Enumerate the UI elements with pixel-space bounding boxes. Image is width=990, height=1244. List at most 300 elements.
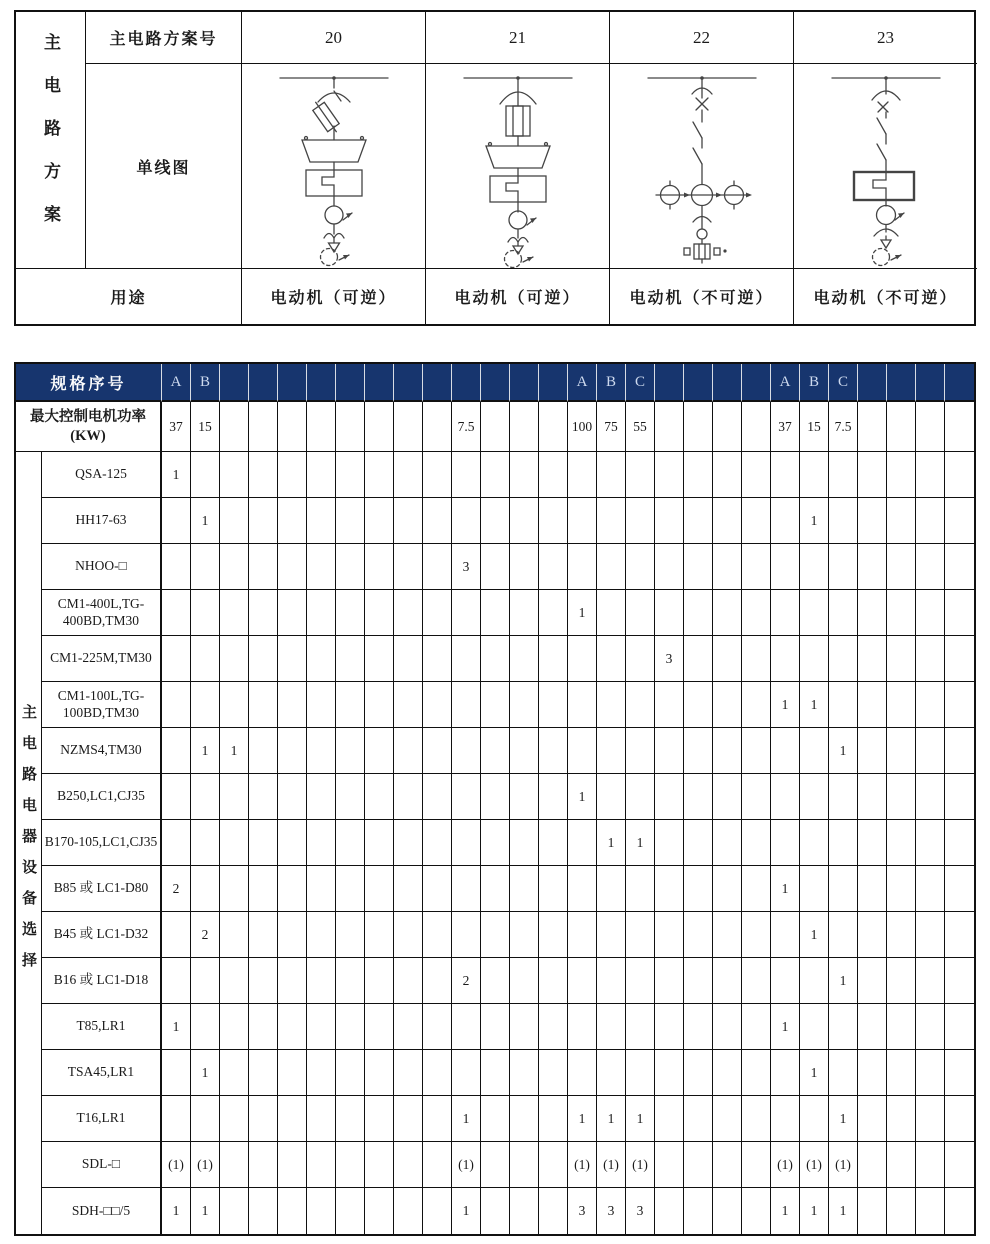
spec-cell xyxy=(684,728,713,774)
spec-cell: (1) xyxy=(829,1142,858,1188)
spec-cell xyxy=(829,912,858,958)
spec-cell xyxy=(742,636,771,682)
spec-cell xyxy=(365,820,394,866)
spec-cell xyxy=(394,1096,423,1142)
spec-cell xyxy=(887,866,916,912)
column-letter-header-13 xyxy=(510,364,539,402)
spec-cell xyxy=(220,958,249,1004)
spec-cell xyxy=(568,728,597,774)
spec-cell xyxy=(191,820,220,866)
power-value-cell-7 xyxy=(336,402,365,452)
spec-cell xyxy=(452,498,481,544)
spec-cell xyxy=(191,866,220,912)
spec-cell xyxy=(539,912,568,958)
equipment-row-label: B45 或 LC1-D32 xyxy=(42,912,162,958)
spec-cell xyxy=(249,1096,278,1142)
spec-cell: 1 xyxy=(191,498,220,544)
spec-cell xyxy=(713,590,742,636)
spec-cell xyxy=(539,544,568,590)
spec-cell xyxy=(510,1004,539,1050)
spec-cell xyxy=(220,912,249,958)
spec-cell xyxy=(336,1142,365,1188)
spec-cell xyxy=(423,682,452,728)
spec-cell: 2 xyxy=(452,958,481,1004)
spec-cell xyxy=(568,912,597,958)
spec-cell xyxy=(162,774,191,820)
spec-cell xyxy=(539,1142,568,1188)
equipment-selection-table xyxy=(14,362,976,1236)
power-value-cell-17: 55 xyxy=(626,402,655,452)
spec-cell xyxy=(336,866,365,912)
spec-cell xyxy=(742,1142,771,1188)
spec-cell xyxy=(423,866,452,912)
spec-cell xyxy=(481,682,510,728)
spec-cell xyxy=(278,590,307,636)
equipment-row-label: NHOO-□ xyxy=(42,544,162,590)
spec-cell xyxy=(162,590,191,636)
column-letter-header-3 xyxy=(220,364,249,402)
spec-cell xyxy=(684,958,713,1004)
spec-cell: 3 xyxy=(655,636,684,682)
spec-cell xyxy=(481,590,510,636)
spec-cell xyxy=(742,1050,771,1096)
spec-cell xyxy=(336,1188,365,1234)
spec-cell xyxy=(423,1004,452,1050)
spec-cell xyxy=(423,452,452,498)
spec-cell xyxy=(394,912,423,958)
spec-cell xyxy=(655,498,684,544)
spec-cell: 1 xyxy=(568,774,597,820)
power-value-cell-19 xyxy=(684,402,713,452)
spec-cell xyxy=(220,1142,249,1188)
equipment-row-label: B250,LC1,CJ35 xyxy=(42,774,162,820)
spec-cell xyxy=(916,820,945,866)
spec-cell: 2 xyxy=(191,912,220,958)
spec-cell xyxy=(394,1050,423,1096)
spec-cell xyxy=(365,1142,394,1188)
spec-cell xyxy=(916,912,945,958)
spec-cell xyxy=(278,636,307,682)
main-circuit-scheme-vertical-label: 主电路方案 xyxy=(16,12,86,268)
scheme-20-single-line-diagram-icon xyxy=(242,64,425,268)
spec-cell xyxy=(568,544,597,590)
spec-cell xyxy=(452,728,481,774)
spec-cell xyxy=(307,452,336,498)
spec-cell xyxy=(568,1004,597,1050)
spec-cell xyxy=(452,452,481,498)
scheme-number-22: 22 xyxy=(610,12,794,64)
spec-cell xyxy=(539,866,568,912)
power-value-cell-2: 15 xyxy=(191,402,220,452)
spec-cell xyxy=(278,866,307,912)
spec-cell xyxy=(394,498,423,544)
spec-cell xyxy=(481,958,510,1004)
spec-cell: (1) xyxy=(191,1142,220,1188)
spec-cell xyxy=(365,636,394,682)
spec-cell xyxy=(655,1004,684,1050)
spec-cell xyxy=(684,1004,713,1050)
column-letter-header-8 xyxy=(365,364,394,402)
spec-cell xyxy=(162,682,191,728)
spec-cell xyxy=(539,498,568,544)
spec-cell xyxy=(452,912,481,958)
max-motor-power-text: 最大控制电机功率 xyxy=(30,409,146,426)
spec-cell xyxy=(481,1050,510,1096)
spec-cell xyxy=(829,636,858,682)
spec-cell xyxy=(916,1050,945,1096)
spec-cell xyxy=(191,1096,220,1142)
spec-cell: 1 xyxy=(829,728,858,774)
spec-cell xyxy=(365,544,394,590)
use-scheme-21: 电动机（可逆） xyxy=(426,268,610,324)
spec-cell xyxy=(887,774,916,820)
spec-cell: 1 xyxy=(829,1096,858,1142)
spec-cell xyxy=(220,774,249,820)
spec-cell xyxy=(858,682,887,728)
spec-cell xyxy=(481,1142,510,1188)
spec-cell xyxy=(626,1004,655,1050)
spec-cell: 1 xyxy=(771,866,800,912)
spec-cell xyxy=(423,958,452,1004)
spec-cell xyxy=(742,866,771,912)
power-value-cell-4 xyxy=(249,402,278,452)
spec-cell xyxy=(829,1004,858,1050)
single-line-diagram-header: 单线图 xyxy=(86,64,242,268)
spec-cell xyxy=(307,958,336,1004)
power-value-cell-14 xyxy=(539,402,568,452)
spec-cell xyxy=(655,912,684,958)
spec-cell xyxy=(481,820,510,866)
spec-cell xyxy=(887,590,916,636)
spec-cell: 3 xyxy=(452,544,481,590)
spec-cell xyxy=(249,912,278,958)
spec-cell xyxy=(307,728,336,774)
spec-cell xyxy=(742,820,771,866)
spec-cell xyxy=(307,498,336,544)
spec-cell xyxy=(307,1050,336,1096)
spec-cell xyxy=(713,958,742,1004)
use-row-header: 用途 xyxy=(16,268,242,324)
spec-cell xyxy=(220,544,249,590)
spec-cell xyxy=(713,1188,742,1234)
spec-cell xyxy=(191,958,220,1004)
spec-cell: 1 xyxy=(829,1188,858,1234)
spec-cell xyxy=(916,1004,945,1050)
equipment-row-label: T16,LR1 xyxy=(42,1096,162,1142)
power-value-cell-27 xyxy=(916,402,945,452)
spec-cell: (1) xyxy=(162,1142,191,1188)
spec-cell xyxy=(858,820,887,866)
spec-cell xyxy=(191,1004,220,1050)
spec-cell xyxy=(684,498,713,544)
spec-cell xyxy=(249,682,278,728)
spec-cell xyxy=(481,452,510,498)
spec-cell xyxy=(336,820,365,866)
column-letter-header-2: B xyxy=(191,364,220,402)
power-value-cell-18 xyxy=(655,402,684,452)
spec-cell xyxy=(684,636,713,682)
spec-cell xyxy=(481,498,510,544)
spec-cell xyxy=(713,1142,742,1188)
spec-cell xyxy=(829,1050,858,1096)
spec-cell: 1 xyxy=(191,1050,220,1096)
spec-cell xyxy=(858,866,887,912)
equipment-row-label: CM1-225M,TM30 xyxy=(42,636,162,682)
spec-cell xyxy=(945,1096,974,1142)
spec-cell: 1 xyxy=(800,1188,829,1234)
spec-cell xyxy=(800,866,829,912)
spec-cell xyxy=(336,774,365,820)
spec-cell xyxy=(539,1096,568,1142)
spec-cell xyxy=(771,912,800,958)
equipment-row-label: B16 或 LC1-D18 xyxy=(42,958,162,1004)
spec-cell xyxy=(887,636,916,682)
equipment-row-label: TSA45,LR1 xyxy=(42,1050,162,1096)
column-letter-header-25 xyxy=(858,364,887,402)
spec-cell: 1 xyxy=(800,682,829,728)
spec-cell: 3 xyxy=(597,1188,626,1234)
spec-cell xyxy=(945,1188,974,1234)
spec-cell xyxy=(713,1004,742,1050)
spec-cell xyxy=(365,452,394,498)
spec-cell xyxy=(249,498,278,544)
spec-cell: (1) xyxy=(626,1142,655,1188)
use-scheme-22: 电动机（不可逆） xyxy=(610,268,794,324)
spec-cell xyxy=(394,590,423,636)
column-letter-header-18 xyxy=(655,364,684,402)
spec-cell xyxy=(597,452,626,498)
spec-cell xyxy=(278,1142,307,1188)
spec-cell xyxy=(394,774,423,820)
spec-cell xyxy=(858,728,887,774)
spec-cell xyxy=(858,958,887,1004)
spec-cell xyxy=(249,1188,278,1234)
spec-cell xyxy=(858,1096,887,1142)
column-letter-header-17: C xyxy=(626,364,655,402)
spec-cell: 1 xyxy=(771,1188,800,1234)
spec-cell: 1 xyxy=(626,1096,655,1142)
spec-cell xyxy=(887,958,916,1004)
spec-cell xyxy=(191,590,220,636)
spec-cell xyxy=(162,820,191,866)
spec-cell xyxy=(423,1188,452,1234)
spec-cell xyxy=(684,590,713,636)
spec-cell xyxy=(771,958,800,1004)
spec-cell xyxy=(278,912,307,958)
spec-cell xyxy=(278,1096,307,1142)
spec-cell xyxy=(423,728,452,774)
spec-cell xyxy=(887,1050,916,1096)
spec-cell xyxy=(220,590,249,636)
spec-cell xyxy=(945,820,974,866)
spec-cell xyxy=(249,958,278,1004)
spec-cell xyxy=(336,590,365,636)
spec-cell xyxy=(945,544,974,590)
spec-cell xyxy=(539,682,568,728)
column-letter-header-11 xyxy=(452,364,481,402)
power-value-cell-12 xyxy=(481,402,510,452)
spec-cell xyxy=(887,452,916,498)
column-letter-header-6 xyxy=(307,364,336,402)
spec-cell: 1 xyxy=(191,728,220,774)
power-value-cell-5 xyxy=(278,402,307,452)
equipment-row-label: CM1-400L,TG-400BD,TM30 xyxy=(42,590,162,636)
spec-cell xyxy=(771,498,800,544)
spec-cell xyxy=(684,452,713,498)
spec-cell xyxy=(916,636,945,682)
power-value-cell-24: 7.5 xyxy=(829,402,858,452)
power-value-cell-13 xyxy=(510,402,539,452)
spec-cell: 1 xyxy=(162,452,191,498)
power-value-cell-11: 7.5 xyxy=(452,402,481,452)
spec-cell xyxy=(916,866,945,912)
spec-cell xyxy=(539,636,568,682)
spec-cell xyxy=(771,636,800,682)
spec-cell xyxy=(771,820,800,866)
spec-cell xyxy=(394,820,423,866)
spec-cell xyxy=(916,544,945,590)
spec-cell xyxy=(220,1188,249,1234)
spec-cell xyxy=(162,498,191,544)
spec-cell xyxy=(307,636,336,682)
spec-cell xyxy=(162,728,191,774)
equipment-row-label: SDL-□ xyxy=(42,1142,162,1188)
spec-cell xyxy=(626,544,655,590)
spec-cell xyxy=(858,1142,887,1188)
spec-cell: 1 xyxy=(597,1096,626,1142)
spec-cell xyxy=(336,728,365,774)
spec-cell xyxy=(945,498,974,544)
spec-cell xyxy=(597,958,626,1004)
spec-cell xyxy=(684,1142,713,1188)
spec-cell xyxy=(336,958,365,1004)
spec-cell xyxy=(452,682,481,728)
spec-cell xyxy=(336,682,365,728)
spec-cell xyxy=(945,636,974,682)
spec-cell xyxy=(713,498,742,544)
spec-cell xyxy=(191,636,220,682)
spec-cell xyxy=(307,912,336,958)
spec-cell xyxy=(713,820,742,866)
spec-cell xyxy=(510,636,539,682)
spec-cell xyxy=(220,866,249,912)
spec-cell xyxy=(539,820,568,866)
spec-cell xyxy=(887,1142,916,1188)
power-value-cell-15: 100 xyxy=(568,402,597,452)
spec-cell xyxy=(394,636,423,682)
spec-cell xyxy=(713,544,742,590)
spec-cell xyxy=(742,1096,771,1142)
spec-cell xyxy=(336,1096,365,1142)
spec-cell: 1 xyxy=(568,1096,597,1142)
spec-cell xyxy=(858,1004,887,1050)
spec-cell xyxy=(742,682,771,728)
spec-cell xyxy=(220,636,249,682)
column-letter-header-10 xyxy=(423,364,452,402)
spec-cell xyxy=(336,1004,365,1050)
spec-cell xyxy=(945,728,974,774)
spec-cell xyxy=(713,866,742,912)
spec-cell xyxy=(336,498,365,544)
spec-cell: 1 xyxy=(220,728,249,774)
column-letter-header-5 xyxy=(278,364,307,402)
spec-cell xyxy=(916,590,945,636)
power-value-cell-3 xyxy=(220,402,249,452)
spec-cell xyxy=(481,544,510,590)
spec-cell xyxy=(655,682,684,728)
spec-cell xyxy=(916,1142,945,1188)
spec-cell xyxy=(307,774,336,820)
spec-cell xyxy=(365,1096,394,1142)
spec-cell xyxy=(568,820,597,866)
spec-cell: 2 xyxy=(162,866,191,912)
spec-cell xyxy=(626,452,655,498)
spec-cell xyxy=(510,544,539,590)
spec-cell xyxy=(510,728,539,774)
spec-cell xyxy=(713,682,742,728)
spec-cell xyxy=(278,774,307,820)
spec-cell xyxy=(278,544,307,590)
spec-cell xyxy=(249,590,278,636)
spec-cell xyxy=(713,636,742,682)
spec-cell xyxy=(191,682,220,728)
power-value-cell-6 xyxy=(307,402,336,452)
spec-cell xyxy=(858,1188,887,1234)
spec-cell xyxy=(191,452,220,498)
spec-cell xyxy=(655,958,684,1004)
spec-cell xyxy=(452,1004,481,1050)
spec-cell xyxy=(481,1188,510,1234)
spec-cell xyxy=(887,544,916,590)
spec-cell xyxy=(858,452,887,498)
spec-cell xyxy=(713,774,742,820)
spec-cell xyxy=(742,1188,771,1234)
spec-cell xyxy=(771,452,800,498)
diagram-cell-scheme-23 xyxy=(794,64,977,268)
power-value-cell-20 xyxy=(713,402,742,452)
spec-cell xyxy=(945,590,974,636)
power-value-cell-1: 37 xyxy=(162,402,191,452)
spec-cell xyxy=(220,1050,249,1096)
spec-cell xyxy=(655,544,684,590)
spec-cell: 1 xyxy=(452,1096,481,1142)
spec-cell xyxy=(365,1050,394,1096)
spec-cell: 1 xyxy=(771,682,800,728)
spec-cell xyxy=(423,820,452,866)
spec-cell xyxy=(307,590,336,636)
spec-cell xyxy=(423,912,452,958)
spec-cell xyxy=(191,774,220,820)
spec-cell xyxy=(220,452,249,498)
spec-cell xyxy=(655,1050,684,1096)
use-scheme-23: 电动机（不可逆） xyxy=(794,268,977,324)
spec-cell xyxy=(800,958,829,1004)
scheme-number-21: 21 xyxy=(426,12,610,64)
spec-cell xyxy=(365,728,394,774)
column-letter-header-24: C xyxy=(829,364,858,402)
spec-cell xyxy=(510,866,539,912)
spec-cell xyxy=(278,820,307,866)
spec-cell xyxy=(713,1050,742,1096)
spec-cell xyxy=(220,498,249,544)
equipment-row-label: B85 或 LC1-D80 xyxy=(42,866,162,912)
spec-cell xyxy=(887,728,916,774)
spec-cell xyxy=(713,728,742,774)
spec-cell xyxy=(162,912,191,958)
spec-cell xyxy=(858,636,887,682)
spec-cell xyxy=(742,1004,771,1050)
spec-cell xyxy=(423,544,452,590)
